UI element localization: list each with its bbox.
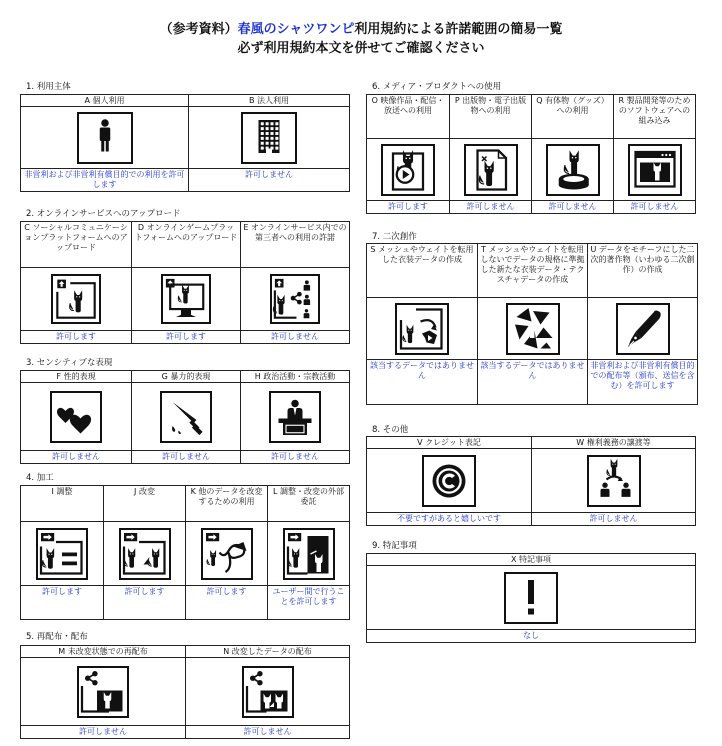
license-item-status: なし <box>523 631 539 640</box>
license-item-status: 許可しません <box>548 202 597 211</box>
license-item-label: C ソーシャルコミュニケーションプラットフォームへのアップロード <box>21 222 131 268</box>
knife-icon <box>160 391 212 443</box>
license-table-s9 <box>366 553 696 643</box>
building-icon <box>241 112 297 164</box>
license-item-label: E オンラインサービス内での第三者への利用の許諾 <box>241 222 349 268</box>
person-icon <box>77 112 133 164</box>
license-item <box>367 437 531 525</box>
page-header <box>0 20 722 58</box>
license-item-label: P 出版物・電子出版物への利用 <box>450 95 531 139</box>
shards-icon <box>506 303 560 355</box>
license-item-label: R 製品開発等のためのソフトウェアへの組み込み <box>614 95 695 139</box>
license-item-label: G 暴力的表現 <box>132 371 240 383</box>
license-item <box>131 371 240 463</box>
pen-icon <box>616 303 670 355</box>
license-table-s3 <box>20 370 350 464</box>
license-item <box>613 95 695 213</box>
license-item-status: 許可しません <box>243 727 292 736</box>
license-item <box>531 95 613 213</box>
license-item-status: 不要ですがあると嬉しいです <box>397 514 501 523</box>
license-item-label: I 調整 <box>21 486 103 522</box>
copyright-icon <box>422 455 476 507</box>
license-item-pictogram <box>189 107 349 169</box>
page-title <box>0 20 722 39</box>
license-item <box>21 646 185 738</box>
license-item-pictogram <box>21 522 103 586</box>
license-item-pictogram <box>532 449 695 513</box>
license-item-label: S メッシュやウェイトを転用した衣装データの作成 <box>367 244 477 298</box>
license-item-pictogram <box>367 139 449 201</box>
adjust-icon <box>36 528 88 580</box>
license-item <box>188 95 349 191</box>
license-item-label: U データをモチーフにした二次的著作物（いわゆる二次創作）の作成 <box>588 244 697 298</box>
license-item-pictogram <box>21 383 131 451</box>
license-item-status: 許可します <box>206 587 247 596</box>
license-item-label: A 個人利用 <box>21 95 188 107</box>
license-item-status: 許可します <box>166 332 206 341</box>
license-item <box>21 371 131 463</box>
license-item-status: 許可しません <box>245 170 293 179</box>
license-item-pictogram <box>450 139 531 201</box>
license-item-status: 許可しません <box>79 727 127 736</box>
figure-icon <box>546 144 600 196</box>
title-brand: 春風のシャツワンピ <box>237 22 355 37</box>
license-item <box>131 222 240 343</box>
license-item-status: 許可します <box>42 587 82 596</box>
license-item-label: D オンラインゲームプラットフォームへのアップロード <box>132 222 240 268</box>
license-item <box>240 222 349 343</box>
license-item-status: 許可しません <box>162 452 210 461</box>
license-item <box>367 95 449 213</box>
section-title-s7: 7. 二次創作 <box>372 232 417 242</box>
title-prefix: （参考資料） <box>159 22 238 37</box>
license-item-pictogram <box>132 268 240 331</box>
license-item-label: Q 有体物（グッズ）への利用 <box>532 95 613 139</box>
section-title-s2: 2. オンラインサービスへのアップロード <box>26 209 181 219</box>
license-item-pictogram <box>21 107 188 169</box>
license-item-status: 許可しません <box>52 452 100 461</box>
section-title-s8: 8. その他 <box>372 425 409 435</box>
game-upload-icon <box>161 274 211 324</box>
license-table-s4 <box>20 485 350 620</box>
distribute-modified-icon <box>242 666 294 718</box>
license-item-pictogram <box>241 383 349 451</box>
share-users-icon <box>270 274 320 324</box>
page-subtitle: 必ず利用規約本文を併せてご確認ください <box>237 41 485 56</box>
license-table-s1 <box>20 94 350 192</box>
license-item-label: V クレジット表記 <box>367 437 531 449</box>
license-item-pictogram <box>186 522 267 586</box>
license-item <box>185 646 349 738</box>
title-suffix: 利用規約による許諾範囲の簡易一覧 <box>354 22 563 37</box>
license-item-pictogram <box>478 298 587 360</box>
section-title-s4: 4. 加工 <box>26 473 54 483</box>
license-item-pictogram <box>268 522 349 586</box>
license-item <box>21 486 103 619</box>
license-table-s8 <box>366 436 696 526</box>
license-item-pictogram <box>367 298 477 360</box>
license-item <box>531 437 695 525</box>
license-item-label: L 調整・改変の外部委託 <box>268 486 349 522</box>
license-item-pictogram <box>241 268 349 331</box>
license-item-pictogram <box>21 658 185 726</box>
license-item-pictogram <box>186 658 349 726</box>
exclamation-icon <box>504 572 558 624</box>
license-item-label: M 未改変状態での再配布 <box>21 646 185 658</box>
license-table-s2 <box>20 221 350 344</box>
license-item <box>367 554 695 642</box>
license-table-s6 <box>366 94 696 214</box>
redistribute-icon <box>77 666 129 718</box>
ribbon-icon <box>201 528 253 580</box>
section-title-s1: 1. 利用主体 <box>26 82 71 92</box>
section-title-s3: 3. センシティブな表現 <box>26 358 113 368</box>
license-item-pictogram <box>614 139 695 201</box>
license-table-s7 <box>366 243 698 405</box>
section-title-s5: 5. 再配布・配布 <box>26 632 88 642</box>
outsource-icon <box>283 528 335 580</box>
license-item-pictogram <box>132 383 240 451</box>
license-item <box>449 95 531 213</box>
license-item <box>185 486 267 619</box>
section-title-s9: 9. 特記事項 <box>372 541 417 551</box>
license-item-status: 許可しません <box>271 332 319 341</box>
license-item <box>587 244 697 404</box>
license-item-status: 許可しません <box>630 202 679 211</box>
license-item <box>103 486 185 619</box>
license-item-label: H 政治活動・宗教活動 <box>241 371 349 383</box>
transfer-icon <box>587 455 641 507</box>
license-item-status: 許可しません <box>466 202 515 211</box>
license-item-status: 許可します <box>124 587 165 596</box>
license-item-label: O 映像作品・配信・放送への利用 <box>367 95 449 139</box>
hearts-icon <box>50 391 102 443</box>
license-item-label: B 法人利用 <box>189 95 349 107</box>
license-item-pictogram <box>367 449 531 513</box>
software-icon <box>628 144 682 196</box>
license-item-label: N 改変したデータの配布 <box>186 646 349 658</box>
license-item-label: W 権利義務の譲渡等 <box>532 437 695 449</box>
license-item <box>21 222 131 343</box>
license-item <box>367 244 477 404</box>
license-item <box>477 244 587 404</box>
video-icon <box>381 144 435 196</box>
convert-icon <box>395 303 449 355</box>
license-item-label: F 性的表現 <box>21 371 131 383</box>
license-item-status: ユーザー間で行うことを許可します <box>272 587 345 606</box>
license-item-pictogram <box>367 566 695 630</box>
license-table-s5 <box>20 645 350 739</box>
license-item-status: 許可します <box>388 202 428 211</box>
license-item-status: 該当するデータではありません <box>370 361 474 380</box>
license-item <box>21 95 188 191</box>
license-item-pictogram <box>21 268 131 331</box>
license-item-status: 許可しません <box>589 514 638 523</box>
modify-icon <box>119 528 171 580</box>
license-item-pictogram <box>104 522 185 586</box>
license-item <box>267 486 349 619</box>
license-item-label: T メッシュやウェイトを転用しないでデータの規格に準拠した新たな衣装データ・テクスチャデータの作成 <box>478 244 587 298</box>
podium-icon <box>269 391 321 443</box>
license-item-status: 非営利および非営利有償目的での利用を許可します <box>24 170 185 189</box>
sns-upload-icon <box>51 274 101 324</box>
license-item-status: 非営利および非営利有償目的での配布等（頒布、送信を含む）を許可します <box>590 361 695 390</box>
section-title-s6: 6. メディア・プロダクトへの使用 <box>372 82 502 92</box>
license-item-status: 許可しません <box>271 452 319 461</box>
license-item-label: K 他のデータを改変するための利用 <box>186 486 267 522</box>
license-item-pictogram <box>532 139 613 201</box>
license-item-label: J 改変 <box>104 486 185 522</box>
license-item-status: 該当するデータではありません <box>480 361 585 380</box>
license-item-pictogram <box>588 298 697 360</box>
license-item-status: 許可します <box>56 332 96 341</box>
license-item <box>240 371 349 463</box>
publication-icon <box>464 144 518 196</box>
license-item-label: X 特記事項 <box>367 554 695 566</box>
